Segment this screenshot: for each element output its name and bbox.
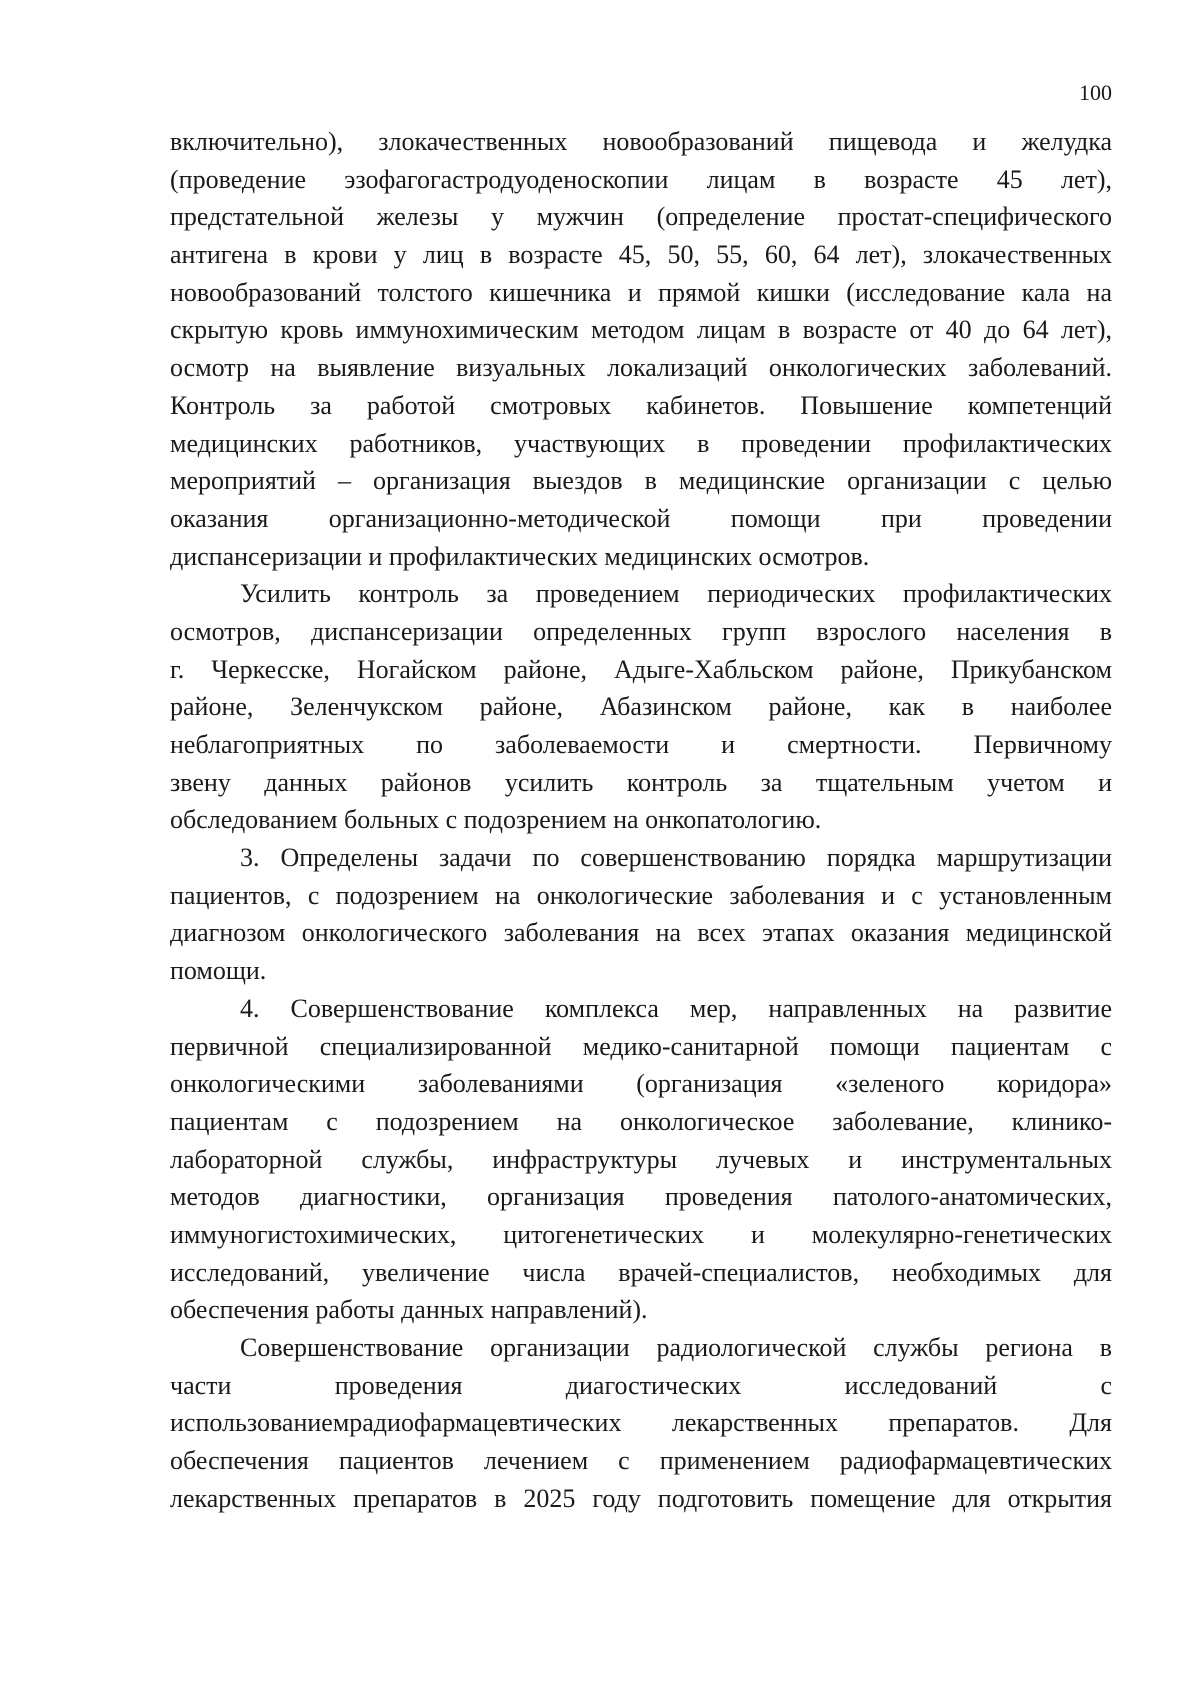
text-line: антигена в крови у лиц в возрасте 45, 50, 55, 60, 64 лет), злокачественных <box>170 240 1112 270</box>
text-line: осмотр на выявление визуальных локализаций онкологических заболеваний. <box>170 353 1112 383</box>
text-line: неблагоприятных по заболеваемости и смертности. Первичному <box>170 730 1112 759</box>
page-number: 100 <box>1079 80 1112 105</box>
text-line: лекарственных препаратов в 2025 году подготовить помещение для открытия <box>170 1483 1112 1513</box>
text-line: скрытую кровь иммунохимическим методом лицам в возрасте от 40 до 64 лет), <box>170 315 1112 345</box>
paragraph <box>170 123 1112 575</box>
text-line: помощи. <box>170 956 267 986</box>
text-line: онкологическими заболеваниями (организация «зеленого коридора» <box>170 1069 1112 1099</box>
text-line: Усилить контроль за проведением периодических профилактических <box>240 579 1112 609</box>
text-line: 3. Определены задачи по совершенствованию порядка маршрутизации <box>240 843 1112 873</box>
text-line: части проведения диагостических исследований с <box>170 1370 1112 1400</box>
text-line: обеспечения работы данных направлений). <box>170 1295 648 1325</box>
text-line: лабораторной службы, инфраструктуры лучевых и инструментальных <box>170 1144 1112 1174</box>
text-line: новообразований толстого кишечника и прямой кишки (исследование кала на <box>170 277 1112 307</box>
text-line: исследований, увеличение числа врачей-специалистов, необходимых для <box>170 1257 1112 1287</box>
text-line: иммуногистохимических, цитогенетических и молекулярно-генетических <box>170 1219 1112 1249</box>
text-line: медицинских работников, участвующих в проведении профилактических <box>170 428 1112 458</box>
paragraph <box>170 839 1112 990</box>
text-line: Контроль за работой смотровых кабинетов. Повышение компетенций <box>170 390 1112 420</box>
text-line: диспансеризации и профилактических медицинских осмотров. <box>170 541 870 571</box>
text-line: (проведение эзофагогастродуоденоскопии лицам в возрасте 45 лет), <box>170 164 1112 194</box>
document-body <box>170 123 1112 1517</box>
text-line: предстательной железы у мужчин (определение простат-специфического <box>170 202 1112 232</box>
text-line: обеспечения пациентов лечением с применением радиофармацевтических <box>170 1446 1112 1476</box>
text-line: г. Черкесске, Ногайском районе, Адыге-Хабльском районе, Прикубанском <box>170 654 1112 684</box>
text-line: осмотров, диспансеризации определенных групп взрослого населения в <box>170 616 1112 646</box>
text-line: методов диагностики, организация проведения патолого-анатомических, <box>170 1182 1112 1212</box>
text-line: мероприятий – организация выездов в медицинские организации с целью <box>170 466 1112 496</box>
text-line: звену данных районов усилить контроль за тщательным учетом и <box>170 767 1112 797</box>
text-line: пациентам с подозрением на онкологическое заболевание, клинико- <box>170 1106 1112 1136</box>
text-line: оказания организационно-методической помощи при проведении <box>170 503 1112 533</box>
text-line: пациентов, с подозрением на онкологические заболевания и с установленным <box>170 880 1112 910</box>
text-line: районе, Зеленчукском районе, Абазинском районе, как в наиболее <box>170 692 1112 722</box>
paragraph <box>170 575 1112 839</box>
text-line: обследованием больных с подозрением на онкопатологию. <box>170 805 822 835</box>
text-line: диагнозом онкологического заболевания на всех этапах оказания медицинской <box>170 918 1112 948</box>
text-line: использованиемрадиофармацевтических лекарственных препаратов. Для <box>170 1408 1112 1438</box>
text-line: 4. Совершенствование комплекса мер, направленных на развитие <box>240 993 1112 1023</box>
paragraph <box>170 1329 1112 1517</box>
paragraph <box>170 990 1112 1329</box>
text-line: включительно), злокачественных новообразований пищевода и желудка <box>170 127 1112 156</box>
text-line: Совершенствование организации радиологической службы региона в <box>240 1333 1112 1362</box>
text-line: первичной специализированной медико-санитарной помощи пациентам с <box>170 1031 1112 1061</box>
